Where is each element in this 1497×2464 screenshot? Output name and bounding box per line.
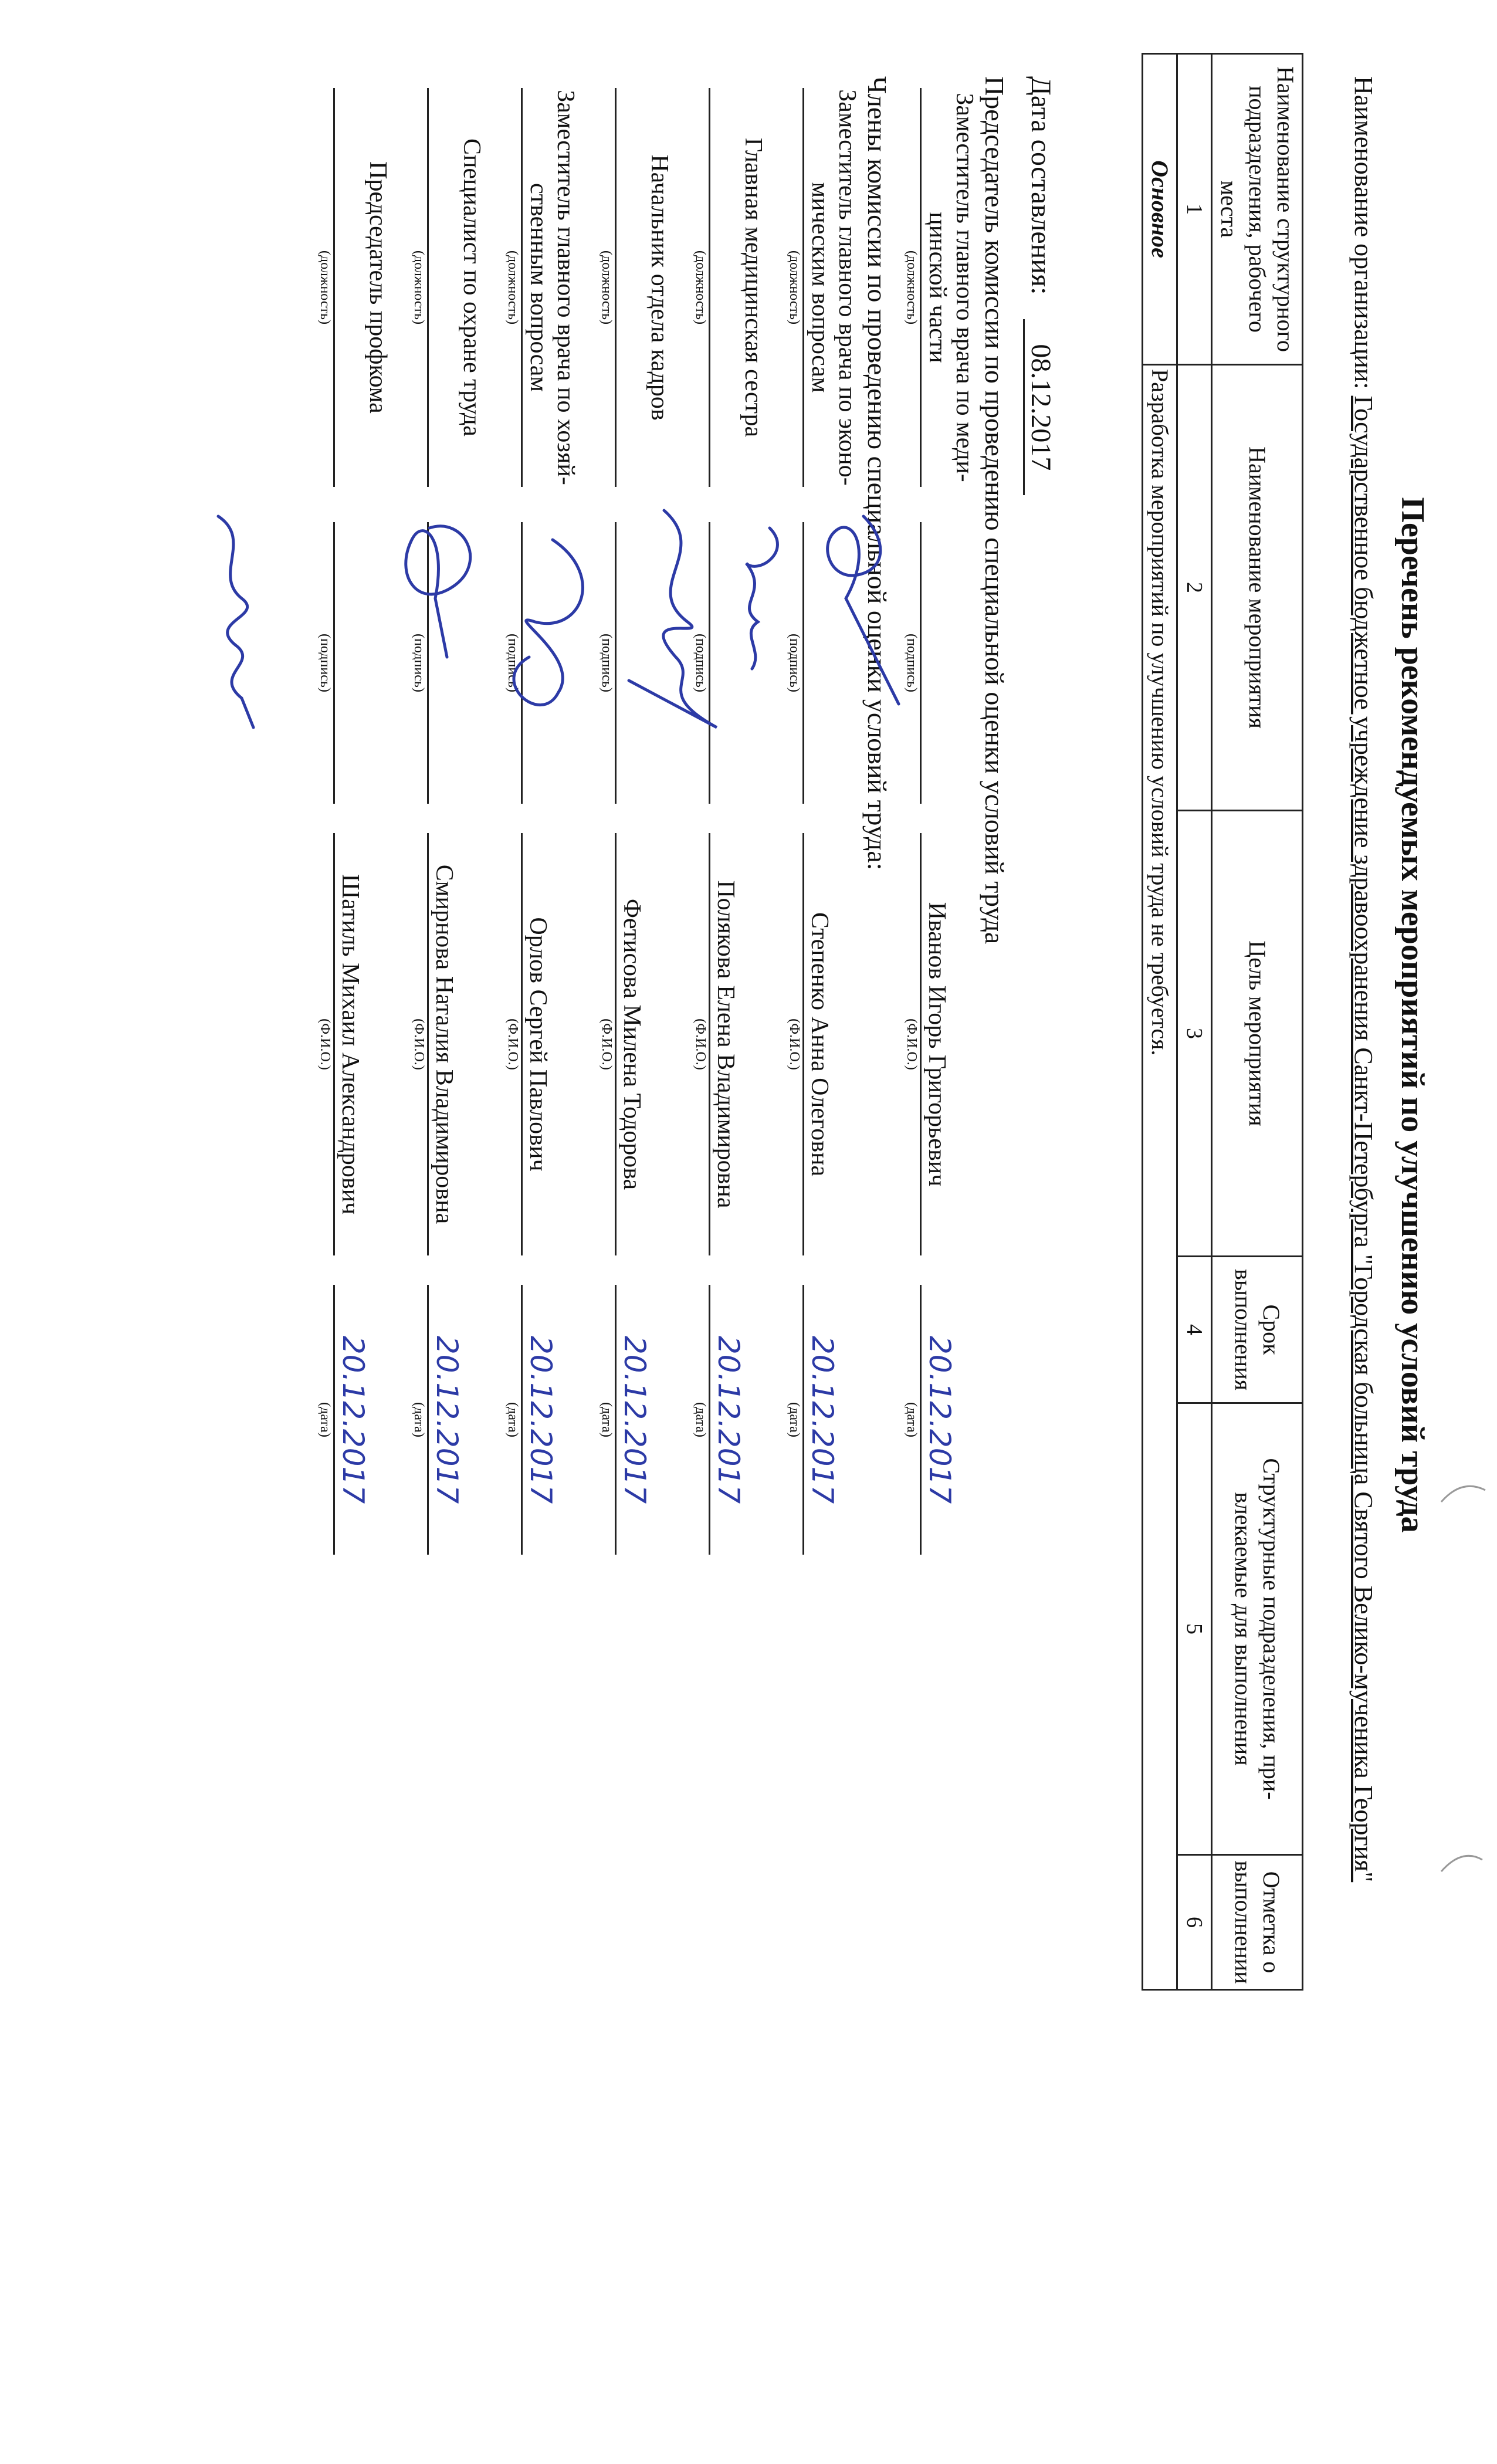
- signatory-fio: Фетисова Милена Тодорова: [618, 898, 645, 1190]
- column-number: 5: [1177, 1403, 1212, 1855]
- scan-marks: [1427, 1349, 1497, 1936]
- signatory-fio: Полякова Елена Владимировна: [712, 880, 739, 1209]
- signatory-position: Председатель профкома: [364, 161, 391, 414]
- signatures-drawing: [171, 505, 910, 915]
- signatory-position: Начальник отдела кадров: [646, 154, 673, 421]
- caption-date: (дата): [599, 1402, 614, 1437]
- caption-position: (должность): [599, 251, 614, 324]
- compile-date-value: 08.12.2017: [1023, 319, 1057, 495]
- compile-date-label: Дата составления:: [1025, 76, 1056, 295]
- handwritten-date: 20.12.2017: [524, 1335, 558, 1504]
- handwritten-date: 20.12.2017: [618, 1335, 652, 1504]
- column-number: 4: [1177, 1257, 1212, 1403]
- members-list: [157, 76, 861, 2012]
- caption-fio: (Ф.И.О.): [599, 1018, 614, 1070]
- table-header-cell: Наименование структурного подразделения, рабочего места: [1212, 54, 1303, 365]
- caption-fio: (Ф.И.О.): [693, 1018, 708, 1070]
- caption-fio: (Ф.И.О.): [505, 1018, 520, 1070]
- scan-mark: [1441, 1486, 1485, 1502]
- signatory-fio: Смирнова Наталия Владимировна: [431, 864, 458, 1224]
- caption-position: (должность): [411, 251, 426, 324]
- signatory-position: Главная медицинская сестра: [740, 137, 767, 438]
- caption-fio: (Ф.И.О.): [787, 1018, 802, 1070]
- document-title: Перечень рекомендуемых мероприятий по улучшению условий труда: [1394, 497, 1431, 1533]
- table-header-cell: Отметка о выполнении: [1212, 1855, 1303, 1990]
- caption-date: (дата): [693, 1402, 708, 1437]
- caption-position: (должность): [904, 251, 919, 324]
- caption-date: (дата): [317, 1402, 333, 1437]
- signatory-position: Заместитель главного врача по хозяй-ственным вопросам: [525, 90, 579, 485]
- caption-position: (должность): [505, 251, 520, 324]
- handwritten-date: 20.12.2017: [430, 1335, 464, 1504]
- caption-signature: (подпись): [693, 634, 708, 692]
- signatory-fio: Шатиль Михаил Александрович: [337, 874, 364, 1215]
- member-row: [579, 76, 673, 2012]
- member-row: [391, 76, 485, 2012]
- signature-stroke: [629, 510, 717, 727]
- signature-stroke: [514, 540, 582, 705]
- signatory-position: Специалист по охране труда: [458, 138, 485, 436]
- table-header-cell: Структурные подразделения, при-влекаемые для выполнения: [1212, 1403, 1303, 1855]
- member-row: [767, 76, 861, 2012]
- signatory-fio: Орлов Сергей Павлович: [524, 917, 551, 1172]
- signature-stroke: [218, 516, 253, 727]
- column-number: 3: [1177, 811, 1212, 1257]
- column-number: 1: [1177, 54, 1212, 365]
- caption-signature: (подпись): [599, 634, 614, 692]
- organization-line: [1347, 76, 1380, 1895]
- member-row: [673, 76, 767, 2012]
- members-heading: Члены комиссии по проведению специальной оценки условий труда:: [862, 76, 892, 871]
- caption-date: (дата): [411, 1402, 426, 1437]
- table-number-row: [1177, 54, 1212, 1990]
- signatory-position: Заместитель главного врача по меди-цинской части: [924, 93, 978, 482]
- organization-label: Наименование организации:: [1349, 76, 1378, 390]
- signature-stroke: [406, 526, 470, 657]
- signatory-fio: Степенко Анна Олеговна: [806, 912, 833, 1177]
- table-header-cell: Наименование мероприятия: [1212, 365, 1303, 811]
- caption-position: (должность): [787, 251, 802, 324]
- caption-signature: (подпись): [904, 634, 919, 692]
- organization-name: Государственное бюджетное учреждение здравоохранения Санкт-Петербурга "Городская больница Святого Велико-мученика Георгия": [1349, 395, 1378, 1883]
- caption-date: (дата): [505, 1402, 520, 1437]
- section-label: Основное: [1143, 54, 1177, 365]
- column-number: 6: [1177, 1855, 1212, 1990]
- chairman-heading: Председатель комиссии по проведению специальной оценки условий труда: [980, 76, 1010, 945]
- caption-date: (дата): [904, 1402, 919, 1437]
- caption-signature: (подпись): [505, 634, 520, 692]
- handwritten-date: 20.12.2017: [923, 1335, 957, 1504]
- caption-signature: (подпись): [317, 634, 333, 692]
- caption-position: (должность): [693, 251, 708, 324]
- handwritten-date: 20.12.2017: [712, 1335, 746, 1504]
- table-header-row: [1212, 54, 1303, 1990]
- signatory-position: Заместитель главного врача по эконо-мическим вопросам: [807, 89, 861, 486]
- table-header-cell: Цель мероприятия: [1212, 811, 1303, 1257]
- caption-position: (должность): [317, 251, 333, 324]
- handwritten-date: 20.12.2017: [336, 1335, 370, 1504]
- signature-stroke: [746, 528, 777, 669]
- member-row: [485, 76, 579, 2012]
- caption-fio: (Ф.И.О.): [904, 1018, 919, 1070]
- caption-date: (дата): [787, 1402, 802, 1437]
- table-note: Разработка мероприятий по улучшению условий труда не требуется.: [1143, 365, 1177, 1990]
- compile-date: [1023, 76, 1057, 495]
- caption-signature: (подпись): [411, 634, 426, 692]
- signature-stroke: [828, 516, 899, 704]
- handwritten-date: 20.12.2017: [805, 1335, 839, 1504]
- caption-fio: (Ф.И.О.): [411, 1018, 426, 1070]
- caption-fio: (Ф.И.О.): [317, 1018, 333, 1070]
- caption-signature: (подпись): [787, 634, 802, 692]
- table-header-cell: Срок выполнения: [1212, 1257, 1303, 1403]
- chairman-row: [896, 76, 978, 2012]
- scan-mark: [1441, 1856, 1482, 1871]
- table-row: [1143, 54, 1177, 1990]
- signatory-fio: Иванов Игорь Григорьевич: [923, 902, 950, 1187]
- measures-table: [1142, 53, 1303, 1991]
- member-row: [297, 76, 391, 2012]
- column-number: 2: [1177, 365, 1212, 811]
